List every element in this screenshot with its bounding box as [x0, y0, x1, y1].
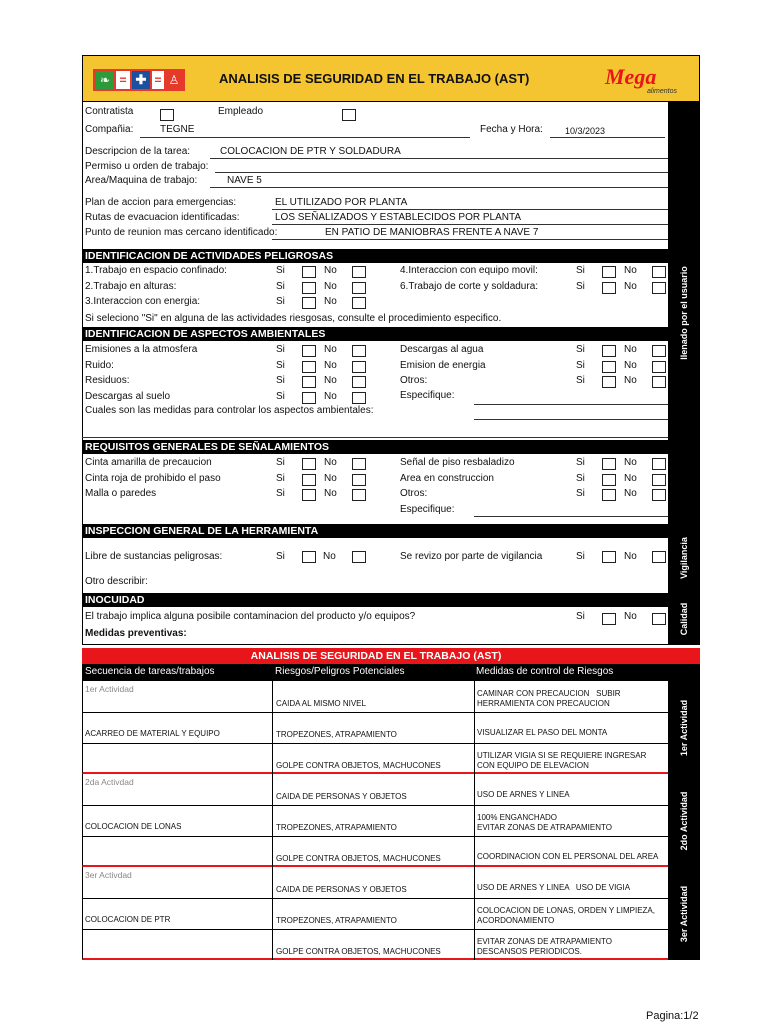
- vigilancia-no-checkbox[interactable]: [652, 551, 666, 563]
- ambientales-left-0-label: Emisiones a la atmosfera: [85, 344, 198, 355]
- risk-cell: GOLPE CONTRA OBJETOS, MACHUCONES: [276, 947, 441, 956]
- control-cell: USO DE ARNES Y LINEA USO DE VIGIA: [477, 883, 631, 892]
- empleado-checkbox[interactable]: [342, 109, 356, 121]
- section-aspectos-ambientales: IDENTIFICACION DE ASPECTOS AMBIENTALES: [82, 327, 668, 341]
- ambientales-right-2-no-checkbox[interactable]: [652, 376, 666, 388]
- section-herramienta: INSPECCION GENERAL DE LA HERRAMIENTA: [82, 524, 668, 538]
- brand-logo: Mega alimentos: [605, 64, 677, 95]
- activity-label: 1er Actividad: [85, 684, 134, 694]
- ambientales-left-2-no-checkbox[interactable]: [352, 376, 366, 388]
- libre-sustancias-label: Libre de sustancias peligrosas:: [85, 551, 223, 562]
- ambientales-left-1-si-checkbox[interactable]: [302, 361, 316, 373]
- contratista-checkbox[interactable]: [160, 109, 174, 121]
- side-label-usuario: llenado por el usuario: [668, 102, 700, 524]
- tarea-value[interactable]: COLOCACION DE PTR Y SOLDADURA: [220, 146, 401, 157]
- control-cell: COLOCACION DE LONAS, ORDEN Y LIMPIEZA, ACORDONAMIENTO: [477, 906, 655, 925]
- senalamientos-left-0-label: Cinta amarilla de precaucion: [85, 457, 212, 468]
- ambientales-left-3-label: Descargas al suelo: [85, 390, 171, 402]
- empleado-label: Empleado: [218, 106, 264, 117]
- peligrosas-note: Si seleciono "Si" en alguna de las actividades riesgosas, consulte el procedimiento especifico.: [85, 313, 502, 324]
- form-header: [82, 55, 700, 102]
- senalamientos-left-2-si-checkbox[interactable]: [302, 489, 316, 501]
- risk-cell: CAIDA AL MISMO NIVEL: [276, 699, 366, 708]
- control-cell: VISUALIZAR EL PASO DEL MONTA: [477, 728, 608, 737]
- peligrosas-left-1-label: 2.Trabajo en alturas:: [85, 280, 177, 292]
- ambientales-left-2-si-checkbox[interactable]: [302, 376, 316, 388]
- plan-value[interactable]: EL UTILIZADO POR PLANTA: [275, 197, 408, 208]
- leaf-icon: ❧: [96, 71, 114, 89]
- control-cell: UTILIZAR VIGIA SI SE REQUIERE INGRESAR CON EQUIPO DE ELEVACION: [477, 751, 647, 770]
- fecha-label: Fecha y Hora:: [480, 124, 543, 135]
- senalamientos-left-1-si-checkbox[interactable]: [302, 474, 316, 486]
- senalamientos-right-0-si-checkbox[interactable]: [602, 458, 616, 470]
- ambientales-right-1-label: Emision de energia: [400, 359, 486, 371]
- punto-label: Punto de reunion mas cercano identificado:: [85, 227, 278, 238]
- ambientales-left-1-label: Ruido:: [85, 359, 114, 371]
- section-actividades-peligrosas: IDENTIFICACION DE ACTIVIDADES PELIGROSAS: [82, 249, 668, 263]
- libre-si-checkbox[interactable]: [302, 551, 316, 563]
- fecha-value[interactable]: 10/3/2023: [565, 126, 606, 136]
- risk-cell: TROPEZONES, ATRAPAMIENTO: [276, 730, 397, 739]
- col-medidas: Medidas de control de Riesgos: [476, 666, 614, 677]
- task-cell: COLOCACION DE LONAS: [85, 822, 182, 831]
- activity-label: 2da Activdad: [85, 777, 134, 787]
- senalamientos-left-2-no-checkbox[interactable]: [352, 489, 366, 501]
- compania-label: Compañia:: [85, 124, 134, 135]
- page-number: Pagina:1/2: [646, 1010, 699, 1022]
- control-cell: CAMINAR CON PRECAUCION SUBIR HERRAMIENTA CON PRECAUCION: [477, 689, 621, 708]
- task-cell: COLOCACION DE PTR: [85, 915, 171, 924]
- risk-cell: CAIDA DE PERSONAS Y OBJETOS: [276, 792, 407, 801]
- peligrosas-right-0-no-checkbox[interactable]: [652, 266, 666, 278]
- ambientales-right-0-si-checkbox[interactable]: [602, 345, 616, 357]
- senalamientos-right-1-si-checkbox[interactable]: [602, 474, 616, 486]
- otro-describir-label: Otro describir:: [85, 576, 148, 587]
- vigilancia-label: Se revizo por parte de vigilancia: [400, 551, 543, 562]
- activity-side-label: 1er Actividad: [668, 681, 700, 774]
- senalamientos-right-2-si-checkbox[interactable]: [602, 489, 616, 501]
- form-title: ANALISIS DE SEGURIDAD EN EL TRABAJO (AST): [219, 71, 530, 86]
- risk-cell: TROPEZONES, ATRAPAMIENTO: [276, 823, 397, 832]
- senalamientos-right-2-label: Otros:: [400, 488, 428, 499]
- equals-icon: =: [152, 71, 164, 89]
- control-cell: EVITAR ZONAS DE ATRAPAMIENTO DESCANSOS PERIODICOS.: [477, 937, 612, 956]
- senalamientos-right-2-no-checkbox[interactable]: [652, 489, 666, 501]
- senalamientos-especifique: Especifique:: [400, 504, 455, 515]
- libre-no-checkbox[interactable]: [352, 551, 366, 563]
- ambientales-especifique: Especifique:: [400, 390, 455, 401]
- ambientales-left-3-no-checkbox[interactable]: [352, 392, 366, 404]
- col-secuencia: Secuencia de tareas/trabajos: [85, 666, 215, 677]
- side-label-vigilancia: Vigilancia: [668, 524, 700, 592]
- peligrosas-left-0-si-checkbox[interactable]: [302, 266, 316, 278]
- senalamientos-right-0-label: Señal de piso resbaladizo: [400, 457, 515, 468]
- senalamientos-right-1-label: Area en construccion: [400, 472, 494, 484]
- control-cell: 100% ENGANCHADO EVITAR ZONAS DE ATRAPAMIENTO: [477, 813, 612, 832]
- col-riesgos: Riesgos/Peligros Potenciales: [275, 666, 405, 677]
- peligrosas-left-0-label: 1.Trabajo en espacio confinado:: [85, 265, 227, 276]
- peligrosas-left-1-si-checkbox[interactable]: [302, 282, 316, 294]
- medidas-preventivas-label: Medidas preventivas:: [85, 628, 187, 639]
- ambientales-right-0-no-checkbox[interactable]: [652, 345, 666, 357]
- area-value[interactable]: NAVE 5: [227, 175, 262, 186]
- peligrosas-left-2-label: 3.Interaccion con energia:: [85, 296, 201, 307]
- contratista-label: Contratista: [85, 106, 134, 117]
- inocuidad-question: El trabajo implica alguna posibile contaminacion del producto y/o equipos?: [85, 611, 416, 622]
- peligrosas-right-1-si-checkbox[interactable]: [602, 282, 616, 294]
- safety-logos: [93, 69, 185, 91]
- peligrosas-right-0-label: 4.Interaccion con equipo movil:: [400, 265, 538, 276]
- ambientales-right-2-si-checkbox[interactable]: [602, 376, 616, 388]
- senalamientos-right-0-no-checkbox[interactable]: [652, 458, 666, 470]
- permiso-label: Permiso u orden de trabajo:: [85, 161, 209, 172]
- senalamientos-left-1-no-checkbox[interactable]: [352, 474, 366, 486]
- ambientales-right-2-label: Otros:: [400, 375, 428, 386]
- control-cell: USO DE ARNES Y LINEA: [477, 790, 570, 799]
- activity-label: 3er Activdad: [85, 870, 132, 880]
- ambientales-left-0-si-checkbox[interactable]: [302, 345, 316, 357]
- risk-cell: GOLPE CONTRA OBJETOS, MACHUCONES: [276, 854, 441, 863]
- rutas-value[interactable]: LOS SEÑALIZADOS Y ESTABLECIDOS POR PLANTA: [275, 212, 522, 223]
- risk-cell: TROPEZONES, ATRAPAMIENTO: [276, 916, 397, 925]
- ambientales-left-2-label: Residuos:: [85, 375, 130, 386]
- peligrosas-right-1-label: 6.Trabajo de corte y soldadura:: [400, 280, 539, 292]
- ambientales-medidas-label: Cuales son las medidas para controlar los aspectos ambientales:: [85, 405, 374, 416]
- senalamientos-left-2-label: Malla o paredes: [85, 488, 157, 499]
- task-cell: ACARREO DE MATERIAL Y EQUIPO: [85, 729, 220, 738]
- peligrosas-right-0-si-checkbox[interactable]: [602, 266, 616, 278]
- senalamientos-left-1-label: Cinta roja de prohibido el paso: [85, 472, 221, 484]
- activity-side-label: 2do Actividad: [668, 774, 700, 867]
- area-label: Area/Maquina de trabajo:: [85, 175, 198, 186]
- vigilancia-si-checkbox[interactable]: [602, 551, 616, 563]
- activity-side-label: 3er Actividad: [668, 867, 700, 960]
- control-cell: COORDINACION CON EL PERSONAL DEL AREA: [477, 852, 659, 861]
- punto-value[interactable]: EN PATIO DE MANIOBRAS FRENTE A NAVE 7: [325, 227, 539, 238]
- ast-title-bar: ANALISIS DE SEGURIDAD EN EL TRABAJO (AST): [82, 648, 700, 664]
- risk-cell: CAIDA DE PERSONAS Y OBJETOS: [276, 885, 407, 894]
- side-label-calidad: Calidad: [668, 592, 700, 645]
- inocuidad-no-checkbox[interactable]: [652, 613, 666, 625]
- peligrosas-left-1-no-checkbox[interactable]: [352, 282, 366, 294]
- section-senalamientos: REQUISITOS GENERALES DE SEÑALAMIENTOS: [82, 440, 668, 454]
- ambientales-left-0-no-checkbox[interactable]: [352, 345, 366, 357]
- compania-value[interactable]: TEGNE: [160, 124, 195, 135]
- senalamientos-right-1-no-checkbox[interactable]: [652, 474, 666, 486]
- tarea-label: Descripcion de la tarea:: [85, 146, 191, 157]
- worker-icon: ♙: [165, 71, 183, 89]
- peligrosas-right-1-no-checkbox[interactable]: [652, 282, 666, 294]
- medical-cross-icon: ✚: [132, 71, 150, 89]
- equals-icon: =: [116, 71, 130, 89]
- peligrosas-left-2-si-checkbox[interactable]: [302, 297, 316, 309]
- ambientales-left-1-no-checkbox[interactable]: [352, 361, 366, 373]
- ast-header-row: [82, 664, 700, 681]
- section-inocuidad: INOCUIDAD: [82, 593, 668, 607]
- rutas-label: Rutas de evacuacion identificadas:: [85, 212, 240, 223]
- plan-label: Plan de accion para emergencias:: [85, 197, 237, 208]
- senalamientos-left-0-si-checkbox[interactable]: [302, 458, 316, 470]
- senalamientos-left-0-no-checkbox[interactable]: [352, 458, 366, 470]
- ambientales-right-0-label: Descargas al agua: [400, 344, 484, 355]
- ambientales-left-3-si-checkbox[interactable]: [302, 392, 316, 404]
- inocuidad-si-checkbox[interactable]: [602, 613, 616, 625]
- peligrosas-left-0-no-checkbox[interactable]: [352, 266, 366, 278]
- ambientales-right-1-no-checkbox[interactable]: [652, 361, 666, 373]
- risk-cell: GOLPE CONTRA OBJETOS, MACHUCONES: [276, 761, 441, 770]
- ambientales-right-1-si-checkbox[interactable]: [602, 361, 616, 373]
- peligrosas-left-2-no-checkbox[interactable]: [352, 297, 366, 309]
